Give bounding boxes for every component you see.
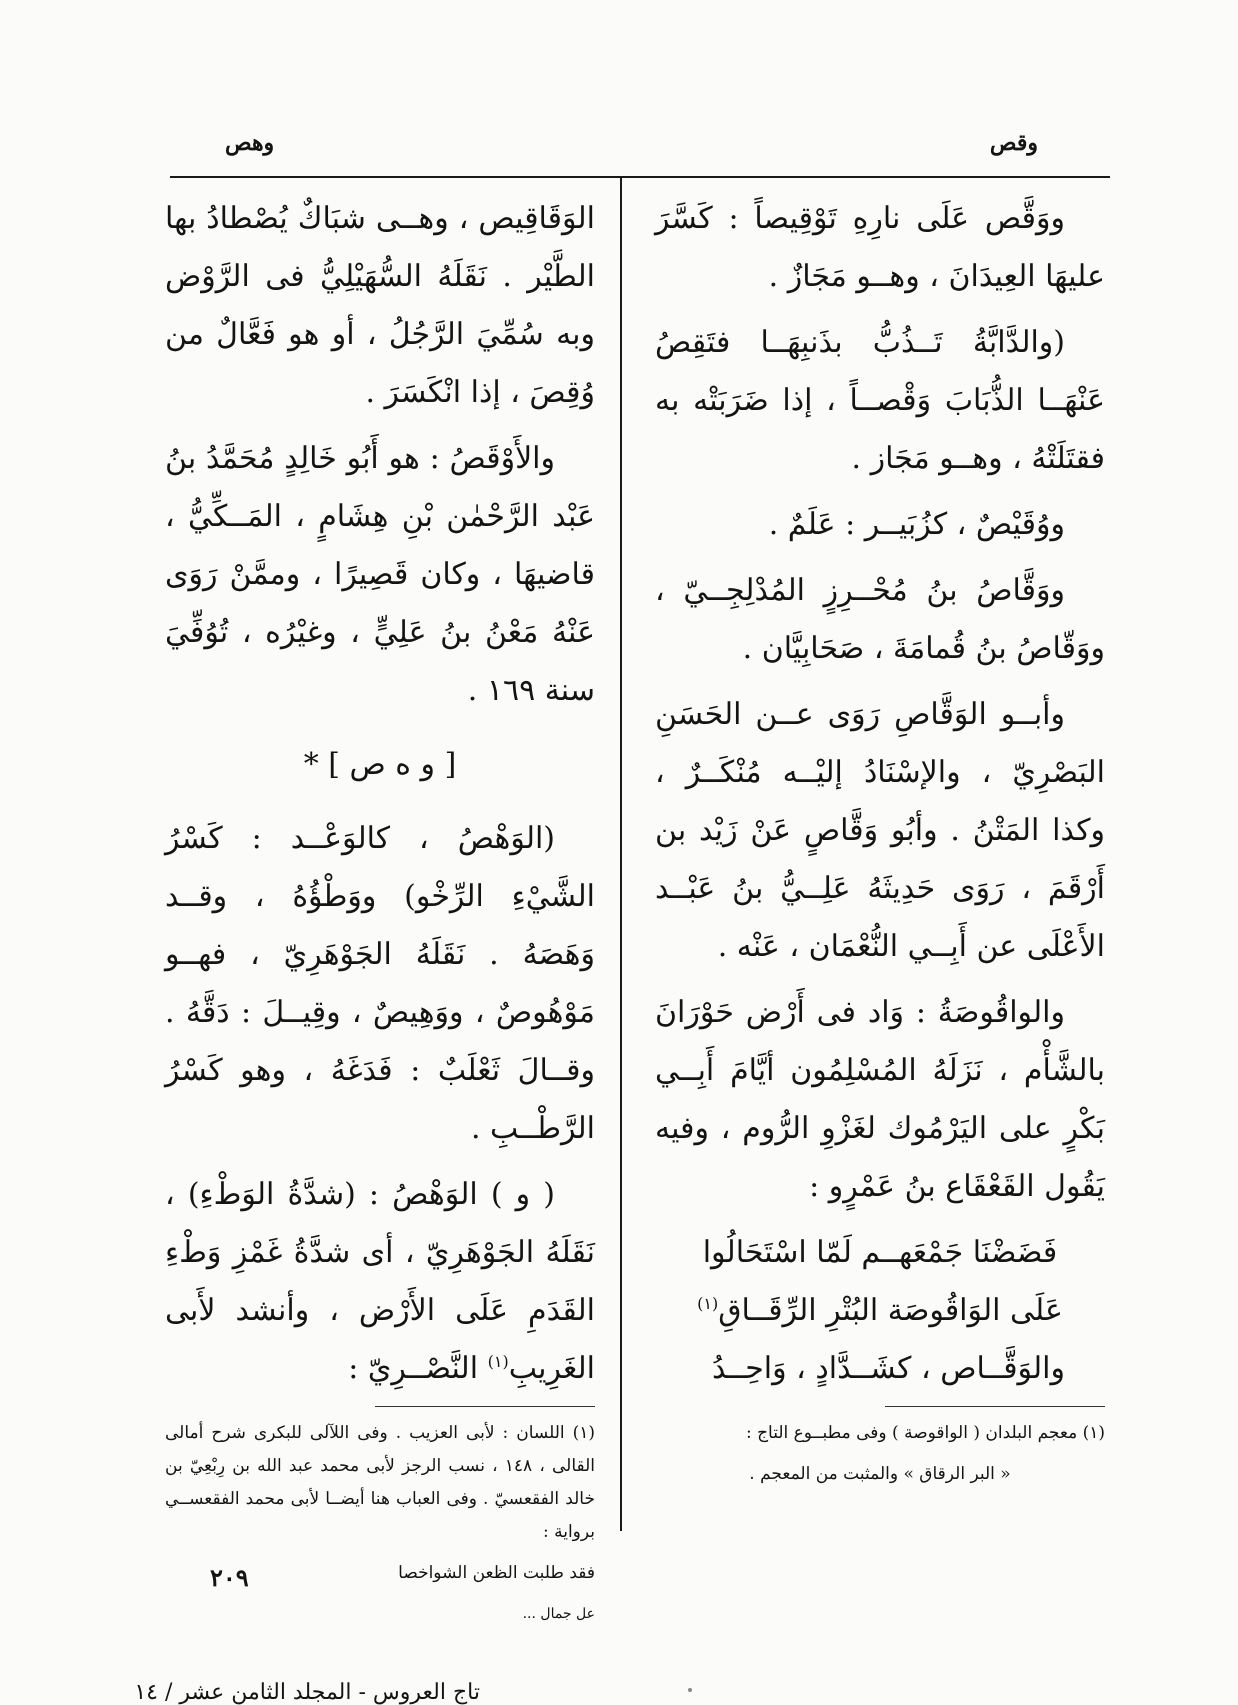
entry-paragraph: ووُقَيْصٌ ، كزُبَيــر : عَلَمٌ .: [768, 507, 1065, 542]
verse-line: فَضَضْنَا جَمْعَهــم لَمّا اسْتَحَالُوا: [702, 1235, 1058, 1270]
section-title: [ و ه ص ] *: [303, 747, 457, 782]
paragraph-text: ( و ) الوَهْصُ : (شدَّةُ الوَطْءِ) ، نَقَلَهُ الجَوْهَرِيّ ، أى شدَّةُ غَمْزِ وَطْءِ القَدَمِ عَلَى الأَرْض ، وأنشد لأَبى الغَرِيبِ: [165, 1177, 595, 1386]
header-left-keyword: وهص: [225, 130, 275, 156]
header-rule: [170, 176, 1110, 178]
entry-paragraph: والأَوْقَصُ : هو أَبُو خَالِدٍ مُحَمَّدُ بنُ عَبْد الرَّحْمٰن بْنِ هِشَامٍ ، المَــكِّيُّ ، قاضيهَا ، وكان قَصِيرًا ، وممَّنْ رَوَى عَنْهُ مَعْنُ بنُ عَلِيٍّ ، وغيْرُه ، تُوُفِّيَ سنة ١٦٩ .: [165, 441, 595, 708]
footnote: فقد طلبت الظعن الشواخصا: [398, 1563, 595, 1583]
verse-line: [655, 1282, 1105, 1340]
footnote: عل جمال ...: [522, 1606, 595, 1622]
footnote: (١) معجم البلدان ( الواقوصة ) وفى مطبــوع التاج :: [745, 1423, 1105, 1443]
column-divider: [620, 176, 622, 1531]
entry-paragraph: [165, 1166, 595, 1398]
entry-paragraph: وأبــو الوَقَّاصِ رَوَى عــن الحَسَنِ البَصْرِيّ ، والإسْنَادُ إليْــه مُنْكَــرٌ ، وكذا المَتْنُ . وأبُو وَقَّاصٍ عَنْ زَيْد بن أَرْقَمَ ، رَوَى حَدِيثَهُ عَلِــيُّ بنُ عَبْــد الأَعْلَى عن أَبِــي النُّعْمَان ، عَنْه .: [655, 697, 1105, 964]
footnote: (١) اللسان : لأبى العزيب . وفى اللآلى للبكرى شرح أمالى القالى ، ١٤٨ ، نسب الرجز لأبى محمد عبد الله بن رِبْعِيّ بن خالد الفقعسيّ . وفى العباب هنا أيضــا لأبى محمد الفقعســي برواية :: [165, 1423, 596, 1542]
entry-paragraph: والواقُوصَةُ : وَاد فى أَرْض حَوْرَانَ بالشَّأْم ، نَزَلَهُ المُسْلِمُون أيَّامَ أَبِــي بَكْرٍ على اليَرْمُوك لغَزْوِ الرُّوم ، وفيه يَقُول القَعْقَاع بنُ عَمْرٍو :: [655, 995, 1105, 1204]
entry-paragraph: ووَقَّص عَلَى نارِهِ تَوْقِيصاً : كَسَّرَ عليهَا العِيدَانَ ، وهــو مَجَازٌ .: [655, 201, 1105, 294]
header-right-keyword: وقص: [989, 130, 1038, 156]
left-column: [165, 190, 595, 1639]
footnote-ref: (١): [697, 1294, 719, 1313]
entry-paragraph: والوَقَّــاص ، كشَــدَّادٍ ، وَاحِــدُ: [711, 1351, 1065, 1386]
entry-paragraph: الوَقَاقِيص ، وهــى شبَاكٌ يُصْطادُ بها الطَّيْر . نَقَلَهُ السُّهَيْلِيُّ فى الرَّوْض وبه سُمِّيَ الرَّجُلُ ، أو هو فَعَّالٌ من وُقِصَ ، إذا انْكَسَرَ .: [165, 201, 595, 410]
footnote-rule: [885, 1406, 1105, 1407]
print-speck: [688, 1688, 692, 1692]
footnote-rule: [375, 1406, 595, 1407]
entry-paragraph: ووَقَّاصُ بنُ مُحْــرِزٍ المُدْلِجِــيّ ، ووَقّاصُ بنُ قُمامَةَ ، صَحَابِيَّان .: [655, 573, 1105, 666]
entry-paragraph: (والدَّابَّةُ تَــذُبُّ بذَنبِهَــا فتَقِصُ عَنْهَــا الذُّبَابَ وَقْصــاً ، إذا ضَرَبَتْه به فقتَلَتْهُ ، وهــو مَجَاز .: [655, 325, 1105, 476]
verse-text: عَلَى الوَاقُوصَة البُتْرِ الرِّقَــاقِ: [718, 1293, 1063, 1328]
page-number: ٢٠٩: [210, 1563, 249, 1592]
footnote: « البر الرقاق » والمثبت من المعجم .: [749, 1464, 1011, 1484]
right-column: [655, 190, 1105, 1499]
bottom-running-line: تاج العروس - المجلد الثامن عشر / ١٤: [134, 1680, 480, 1705]
footnote-ref: (١): [487, 1352, 509, 1371]
entry-paragraph: (الوَهْصُ ، كالوَعْــد : كَسْرُ الشَّيْءِ الرِّخْو) ووَطْؤُهُ ، وقــد وَهَصَهُ . نَقَلَهُ الجَوْهَرِيّ ، فهــو مَوْهُوصٌ ، ووَهِيصٌ ، وقِيــلَ : دَقَّهُ . وقــالَ ثَعْلَبٌ : فَدَغَهُ ، وهو كَسْرُ الرَّطْــبِ .: [165, 821, 595, 1146]
paragraph-text: النَّصْــرِيّ :: [348, 1351, 479, 1386]
